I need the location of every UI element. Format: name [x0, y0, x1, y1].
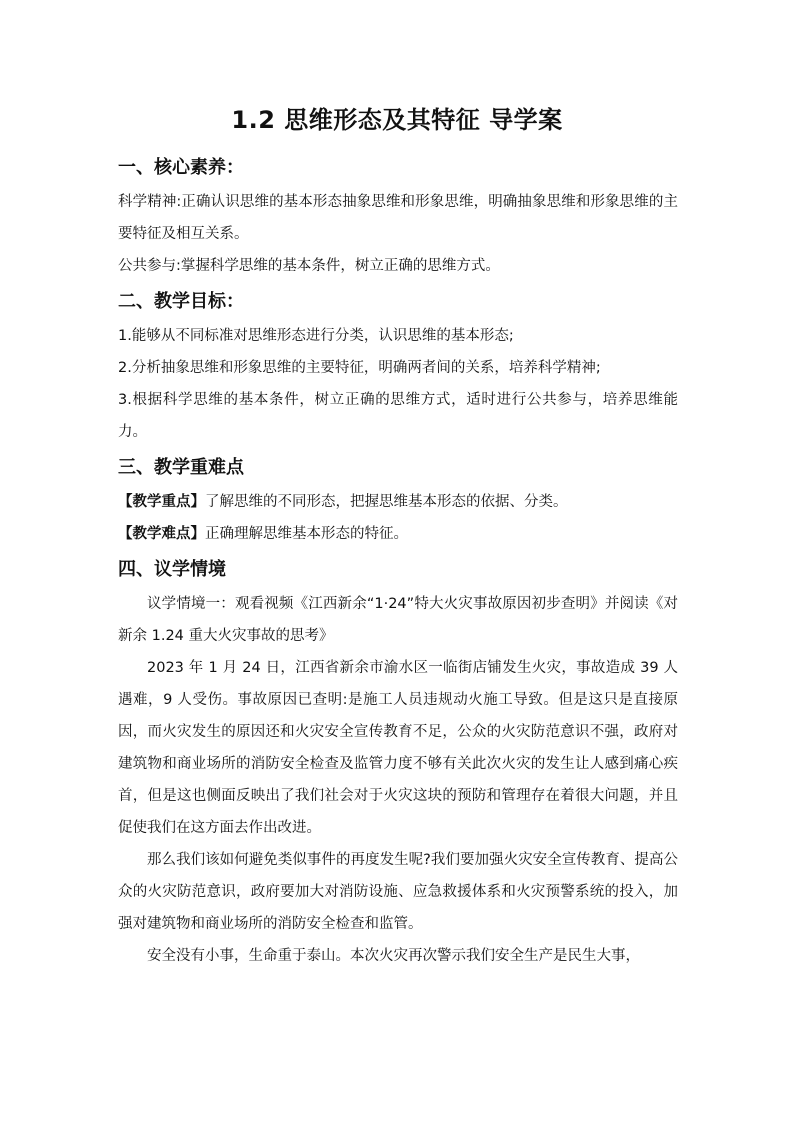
paragraph-focus	[118, 486, 678, 518]
paragraph-difficulty	[118, 518, 678, 550]
difficulty-text: 正确理解思维基本形态的特征。	[205, 526, 408, 542]
document-title: 1.2 思维形态及其特征 导学案	[231, 106, 563, 134]
goal-item-1: 1.能够从不同标准对思维形态进行分类，认识思维的基本形态;	[118, 328, 514, 344]
goal-item-3: 3.根据科学思维的基本条件，树立正确的思维方式，适时进行公共参与，培养思维能力。	[118, 392, 678, 440]
document-body	[118, 148, 678, 972]
paragraph-situation-safety: 安全没有小事，生命重于泰山。本次火灾再次警示我们安全生产是民生大事，	[147, 948, 640, 964]
goal-item-2: 2.分析抽象思维和形象思维的主要特征，明确两者间的关系，培养科学精神;	[118, 360, 601, 376]
paragraph-situation-event: 2023 年 1 月 24 日，江西省新余市渝水区一临街店铺发生火灾，事故造成 39 人遇难，9 人受伤。事故原因已查明:是施工人员违规动火施工导致。但是这只是直接原因，而火灾发生的原因还和火灾安全宣传教育不足，公众的火灾防范意识不强，政府对建筑物和商业场所的消防安全检查及监管力度不够有关此次火灾的发生让人感到痛心疾首，但是这也侧面反映出了我们社会对于火灾这块的预防和管理存在着很大问题，并且促使我们在这方面去作出改进。	[118, 660, 678, 836]
section-heading-situation: 四、议学情境	[118, 559, 226, 580]
focus-text: 了解思维的不同形态，把握思维基本形态的依据、分类。	[205, 494, 568, 510]
paragraph-core-science: 科学精神:正确认识思维的基本形态抽象思维和形象思维，明确抽象思维和形象思维的主要特征及相互关系。	[118, 194, 678, 242]
paragraph-situation-intro: 议学情境一：观看视频《江西新余“1·24”特大火灾事故原因初步查明》并阅读《对新余 1.24 重大火灾事故的思考》	[118, 596, 678, 644]
section-heading-core: 一、核心素养：	[118, 157, 244, 178]
difficulty-label: 【教学难点】	[118, 526, 205, 542]
section-heading-goals: 二、教学目标：	[118, 291, 244, 312]
paragraph-situation-prevention: 那么我们该如何避免类似事件的再度发生呢?我们要加强火灾安全宣传教育、提高公众的火灾防范意识，政府要加大对消防设施、应急救援体系和火灾预警系统的投入，加强对建筑物和商业场所的消防安全检查和监管。	[118, 852, 678, 932]
focus-label: 【教学重点】	[118, 494, 205, 510]
paragraph-core-public: 公共参与:掌握科学思维的基本条件，树立正确的思维方式。	[118, 258, 500, 274]
section-heading-keypoints: 三、教学重难点	[118, 457, 244, 478]
